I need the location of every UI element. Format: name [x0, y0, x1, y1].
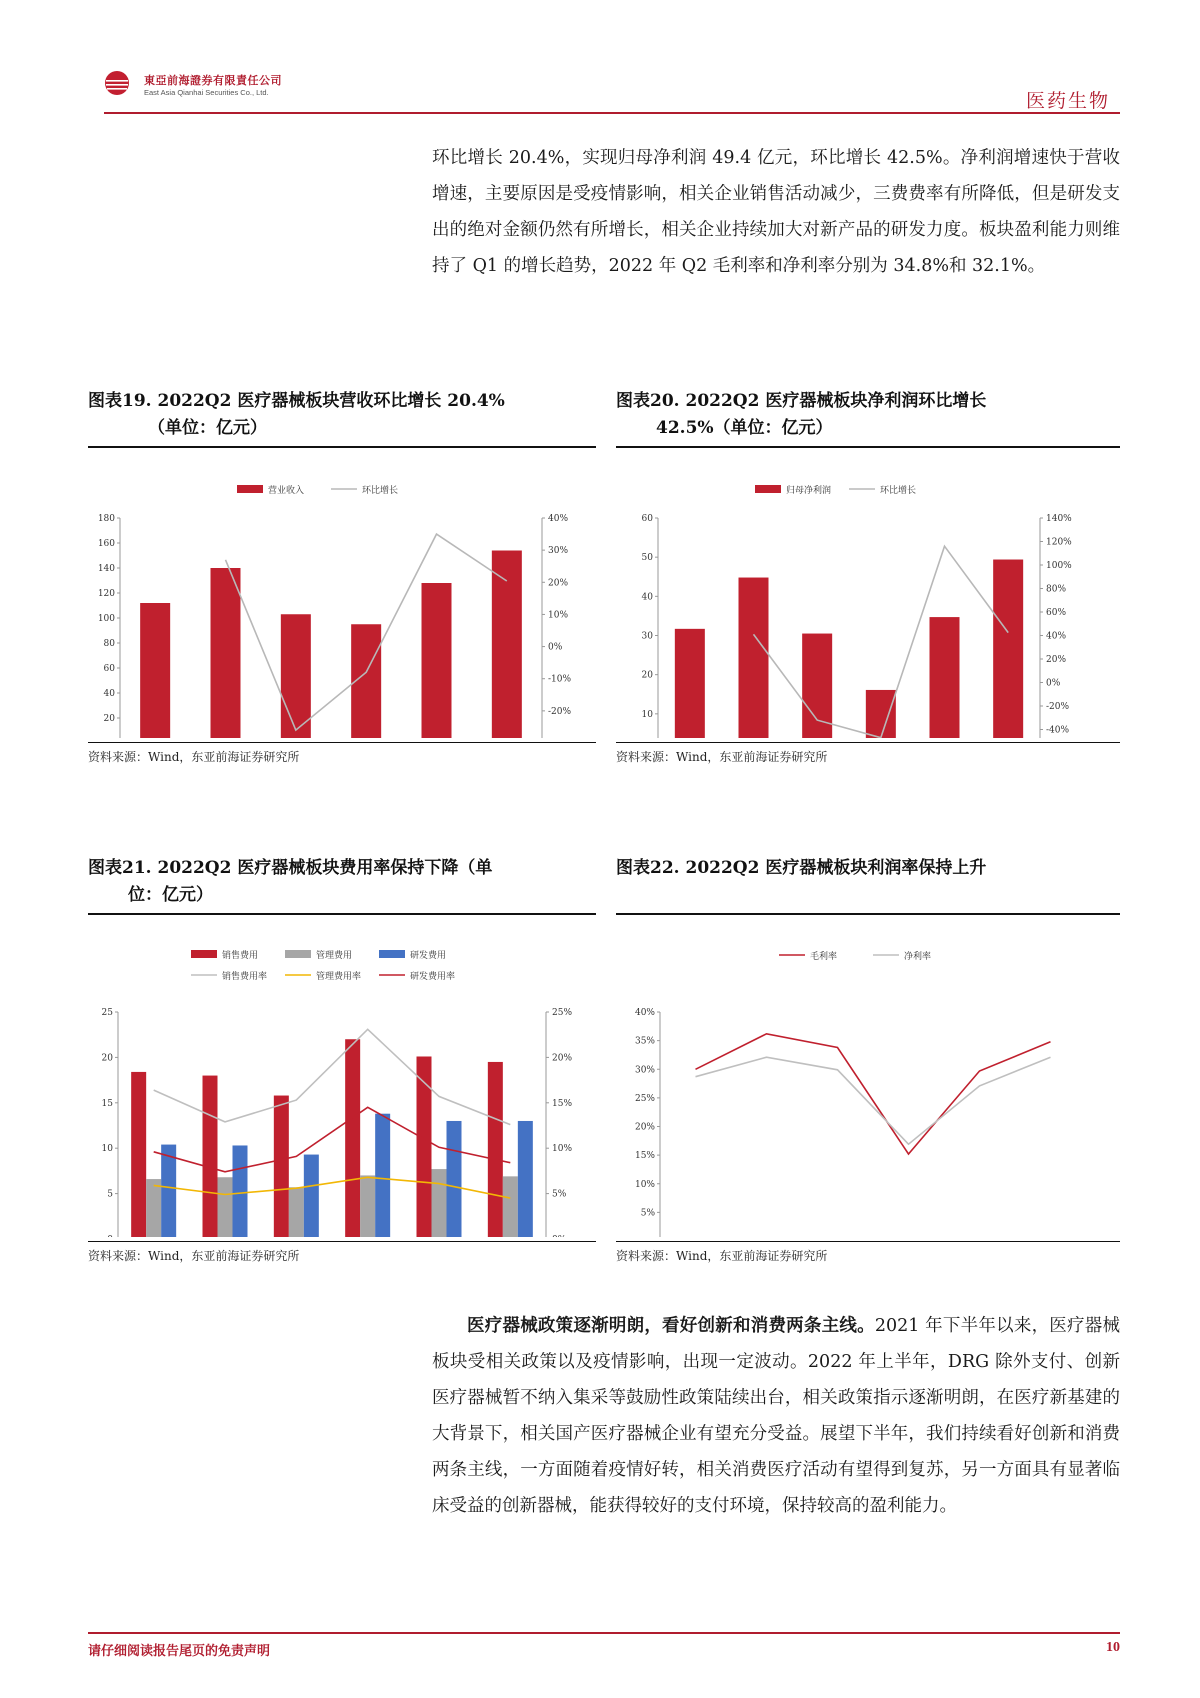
y-tick-label-right: 20% — [552, 1053, 573, 1064]
bar-归母净利润 — [993, 560, 1023, 738]
bar-研发费用 — [447, 1121, 462, 1237]
y-tick-label-left: 15 — [101, 1098, 113, 1109]
y-tick-label-left: 30 — [641, 631, 653, 642]
bar-归母净利润 — [675, 629, 705, 738]
y-tick-label-left: 40 — [641, 592, 653, 603]
y-tick-label-right: 25% — [552, 1008, 573, 1018]
header-divider — [104, 112, 1120, 114]
legend-label: 归母净利润 — [786, 486, 832, 496]
figure-22-title — [616, 855, 1120, 909]
bar-销售费用 — [274, 1096, 289, 1237]
y-tick-label-left: 180 — [97, 514, 115, 524]
y-tick-label-left: 20 — [101, 1053, 113, 1064]
y-tick-label-right: 0% — [548, 642, 563, 653]
y-tick-label-right: 20% — [1046, 655, 1067, 665]
legend-swatch — [755, 485, 781, 493]
y-tick-label-left: 20% — [634, 1122, 655, 1133]
company-logo-icon — [104, 70, 130, 96]
paragraph-2-text — [432, 1308, 1120, 1524]
figure-21-title-line2: 位：亿元） — [128, 885, 213, 905]
y-tick-label-right: 40% — [548, 514, 569, 524]
legend-label: 销售费用率 — [222, 972, 268, 982]
figure-21-source: 资料来源：Wind，东亚前海证券研究所 — [88, 1249, 300, 1263]
y-tick-label-left: 140 — [97, 564, 115, 574]
y-tick-label-right: 20% — [548, 578, 569, 589]
bar-归母净利润 — [930, 617, 960, 738]
y-tick-label-left: 80 — [103, 639, 115, 649]
bar-研发费用 — [304, 1155, 319, 1237]
legend-label: 销售费用 — [222, 951, 259, 961]
y-tick-label-left: 10% — [634, 1179, 655, 1190]
y-tick-label-left: 10 — [641, 709, 653, 720]
figure-22-title-line1: 图表22. 2022Q2 医疗器械板块利润率保持上升 — [616, 858, 987, 878]
legend-label: 研发费用 — [410, 951, 447, 961]
bar-销售费用 — [417, 1056, 432, 1237]
y-tick-label-right: -20% — [1046, 702, 1070, 712]
y-tick-label-left: 20 — [641, 670, 653, 681]
y-tick-label-right: 140% — [1046, 514, 1072, 524]
y-tick-label-left: 10 — [101, 1144, 113, 1155]
figure-21-title — [88, 855, 596, 909]
bar-管理费用 — [289, 1187, 304, 1237]
bar-管理费用 — [432, 1169, 447, 1237]
bar-管理费用 — [503, 1176, 518, 1237]
y-tick-label-right — [552, 1235, 567, 1237]
bar-销售费用 — [203, 1076, 218, 1237]
figure-21-title-line1: 图表21. 2022Q2 医疗器械板块费用率保持下降（单 — [88, 858, 493, 878]
bar-归母净利润 — [739, 578, 769, 738]
figure-20-source: 资料来源：Wind，东亚前海证券研究所 — [616, 750, 828, 764]
figure-19-title — [88, 388, 596, 442]
figure-19-source: 资料来源：Wind，东亚前海证券研究所 — [88, 750, 300, 764]
y-tick-label-left: 160 — [97, 539, 115, 549]
legend-label: 研发费用率 — [410, 972, 456, 982]
y-tick-label-left: 25 — [101, 1008, 113, 1018]
footer-divider — [88, 1632, 1120, 1634]
y-tick-label-right: 60% — [1046, 608, 1067, 618]
legend-label: 毛利率 — [810, 952, 838, 962]
bar-研发费用 — [518, 1121, 533, 1237]
bar-销售费用 — [345, 1039, 360, 1237]
legend-swatch — [191, 950, 217, 958]
y-tick-label-left: 120 — [97, 589, 115, 599]
section-title: 医药生物 — [1025, 90, 1110, 112]
company-name-en: East Asia Qianhai Securities Co., Ltd. — [144, 88, 269, 97]
bar-管理费用 — [218, 1177, 233, 1237]
company-name-cn: 東亞前海證券有限責任公司 — [144, 74, 282, 87]
figure-21-bottom-rule — [88, 1241, 596, 1242]
y-tick-label-right: -10% — [548, 674, 572, 685]
figure-20-chart — [616, 448, 1120, 738]
y-tick-label-right: 10% — [548, 610, 569, 621]
y-tick-label-left: 100 — [97, 614, 115, 624]
y-tick-label-left: 60 — [641, 514, 653, 524]
bar-研发费用 — [233, 1145, 248, 1237]
y-tick-label-left: 40% — [634, 1008, 655, 1018]
y-tick-label-left: 5% — [640, 1208, 655, 1219]
page-number: 10 — [1106, 1640, 1120, 1655]
y-tick-label-right: 0% — [1046, 678, 1061, 689]
legend-label: 管理费用 — [316, 951, 353, 961]
y-tick-label-left: 40 — [103, 689, 115, 699]
bar-营业收入 — [211, 568, 241, 738]
y-tick-label-left: 60 — [103, 664, 115, 674]
legend-label: 环比增长 — [880, 486, 917, 496]
legend-label: 管理费用率 — [316, 972, 362, 982]
bar-营业收入 — [281, 614, 311, 738]
figure-20-bottom-rule — [616, 742, 1120, 743]
y-tick-label-right: -20% — [548, 706, 572, 717]
y-tick-label-right: 120% — [1046, 537, 1072, 548]
bar-营业收入 — [140, 603, 170, 738]
figure-22-chart — [616, 915, 1120, 1237]
y-tick-label-left — [107, 1235, 113, 1237]
disclaimer-note: 请仔细阅读报告尾页的免责声明 — [88, 1644, 271, 1659]
bar-归母净利润 — [866, 690, 896, 738]
figure-21-chart — [88, 915, 596, 1237]
legend-swatch — [379, 950, 405, 958]
bar-管理费用 — [146, 1179, 161, 1237]
bar-销售费用 — [488, 1062, 503, 1237]
bar-营业收入 — [422, 583, 452, 738]
y-tick-label-left: 30% — [634, 1065, 655, 1076]
bar-管理费用 — [360, 1175, 375, 1237]
figure-22-source: 资料来源：Wind，东亚前海证券研究所 — [616, 1249, 828, 1263]
y-tick-label-left: 35% — [634, 1036, 655, 1047]
y-tick-label-left: 20 — [103, 714, 115, 724]
legend-swatch — [285, 950, 311, 958]
body-paragraph-2 — [432, 1308, 1120, 1524]
figure-20-title-line2: 42.5%（单位：亿元） — [656, 418, 833, 438]
figure-19-chart — [88, 448, 596, 738]
figure-20-title — [616, 388, 1120, 442]
y-tick-label-left: 25% — [634, 1093, 655, 1104]
line-毛利率 — [696, 1034, 1051, 1154]
bar-营业收入 — [492, 551, 522, 739]
y-tick-label-right: 100% — [1046, 561, 1072, 571]
y-tick-label-right: 5% — [552, 1189, 567, 1200]
figure-19-bottom-rule — [88, 742, 596, 743]
legend-label: 营业收入 — [268, 486, 305, 496]
legend-label: 环比增长 — [362, 486, 399, 496]
figure-19-title-line1: 图表19. 2022Q2 医疗器械板块营收环比增长 20.4% — [88, 391, 505, 411]
figure-19 — [88, 388, 596, 765]
y-tick-label-right: 80% — [1046, 584, 1067, 595]
bar-研发费用 — [375, 1114, 390, 1237]
paragraph-2-lead: 医疗器械政策逐渐明朗，看好创新和消费两条主线。 — [467, 1316, 875, 1336]
y-tick-label-right: 40% — [1046, 631, 1067, 642]
y-tick-label-right: 10% — [552, 1144, 573, 1155]
y-tick-label-right: 15% — [552, 1098, 573, 1109]
y-tick-label-left: 50 — [641, 553, 653, 564]
legend-label: 净利率 — [904, 952, 932, 962]
figure-21 — [88, 855, 596, 1264]
y-tick-label-left: 15% — [634, 1151, 655, 1162]
figure-22-bottom-rule — [616, 1241, 1120, 1242]
bar-销售费用 — [131, 1072, 146, 1237]
bar-研发费用 — [161, 1145, 176, 1237]
paragraph-2-body: 2021 年下半年以来，医疗器械板块受相关政策以及疫情影响，出现一定波动。2022 年上半年，DRG 除外支付、创新医疗器械暂不纳入集采等鼓励性政策陆续出台，相关政策指示逐渐明朗，在医疗新基建的大背景下，相关国产医疗器械企业有望充分受益。展望下半年，我们持续看好创新和消费两条主线，一方面随着疫情好转，相关消费医疗活动有望得到复苏，另一方面具有显著临床受益的创新器械，能获得较好的支付环境，保持较高的盈利能力。 — [432, 1316, 1120, 1516]
figure-22 — [616, 855, 1120, 1264]
y-tick-label-right: 30% — [548, 546, 569, 557]
body-paragraph-1: 环比增长 20.4%，实现归母净利润 49.4 亿元，环比增长 42.5%。净利润增速快于营收增速，主要原因是受疫情影响，相关企业销售活动减少，三费费率有所降低，但是研发支出的绝对金额仍然有所增长，相关企业持续加大对新产品的研发力度。板块盈利能力则维持了 Q1 的增长趋势，2022 年 Q2 毛利率和净利率分别为 34.8%和 32.1%。 — [432, 148, 1120, 276]
figure-20 — [616, 388, 1120, 765]
legend-swatch — [237, 485, 263, 493]
figure-19-title-line2: （单位：亿元） — [148, 418, 267, 438]
y-tick-label-left: 5 — [107, 1189, 113, 1200]
y-tick-label-right: -40% — [1046, 725, 1070, 736]
figure-20-title-line1: 图表20. 2022Q2 医疗器械板块净利润环比增长 — [616, 391, 987, 411]
